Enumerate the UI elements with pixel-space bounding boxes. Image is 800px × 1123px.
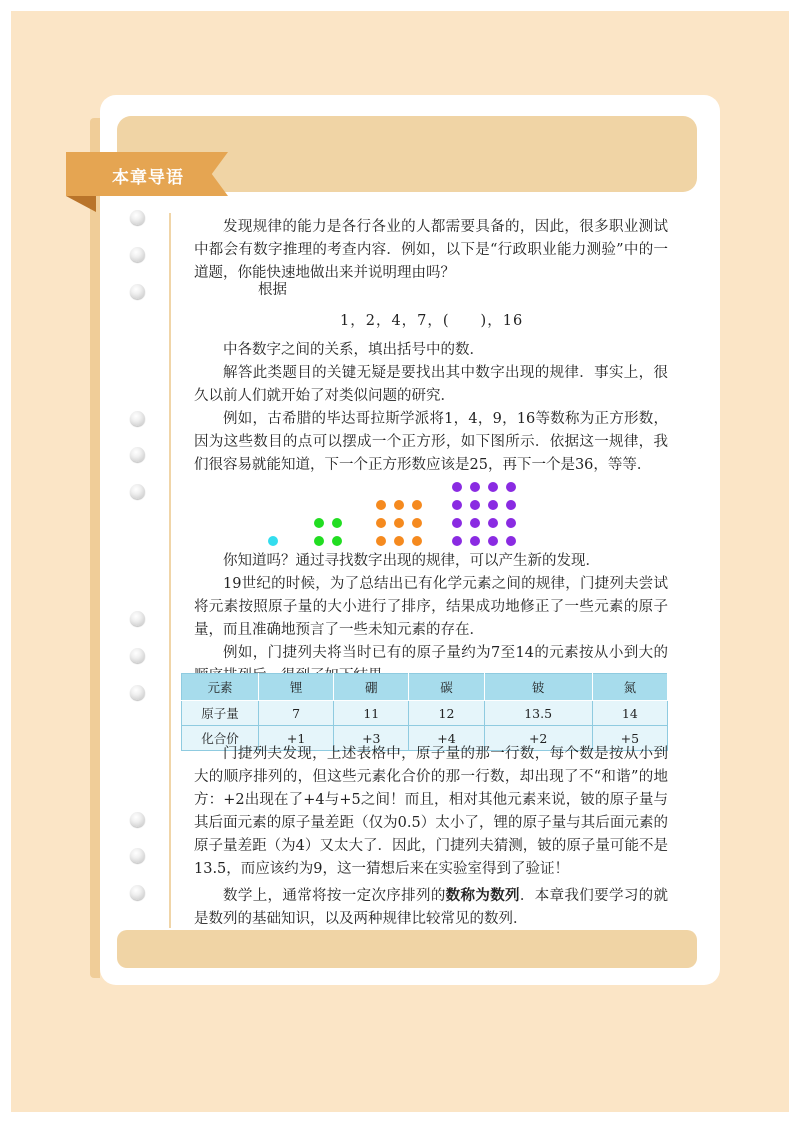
square-number-dot — [488, 518, 498, 528]
square-number-dot — [376, 536, 386, 546]
square-number-dot — [376, 500, 386, 510]
binder-ring-icon — [130, 411, 145, 426]
square-number-dot — [506, 518, 516, 528]
table-row — [182, 701, 668, 726]
binder-ring-icon — [130, 284, 145, 299]
table-cell: +1 — [259, 726, 334, 751]
square-number-figure — [194, 478, 668, 550]
binder-ring-icon — [130, 210, 145, 225]
square-number-dot — [412, 536, 422, 546]
square-number-dot — [268, 536, 278, 546]
square-number-dot — [394, 536, 404, 546]
table-cell: +4 — [409, 726, 484, 751]
table-cell: 11 — [334, 701, 409, 726]
intro-label: 根据 — [258, 282, 287, 298]
square-number-dot — [394, 518, 404, 528]
table-header-cell: 锂 — [259, 674, 334, 701]
summary-tail: ．本章我们要学习的就是数列的基础知识，以及两种规律比较常见的数列． — [194, 888, 669, 927]
table-cell: 14 — [592, 701, 667, 726]
square-number-dot — [470, 536, 480, 546]
binder-ring-icon — [130, 447, 145, 462]
square-number-dot — [470, 482, 480, 492]
instruction-paragraph: 中各数字之间的关系，填出括号中的数． — [223, 342, 484, 358]
table-cell: 12 — [409, 701, 484, 726]
key-paragraph: 解答此类题目的关键无疑是要找出其中数字出现的规律．事实上，很久以前人们就开始了对类似问题的研究． — [194, 365, 668, 404]
table-header-cell: 碳 — [409, 674, 484, 701]
square-number-dot — [470, 518, 480, 528]
card-shadow-strip — [90, 118, 100, 978]
bottom-band — [117, 930, 697, 968]
binder-ring-icon — [130, 484, 145, 499]
table-cell: 原子量 — [182, 701, 259, 726]
table-cell: 7 — [259, 701, 334, 726]
square-number-dot — [332, 536, 342, 546]
square-number-dot — [452, 536, 462, 546]
square-number-dot — [332, 518, 342, 528]
table-cell: +3 — [334, 726, 409, 751]
square-number-dot — [506, 482, 516, 492]
summary-lead: 数学上，通常将按一定次序排列的 — [223, 888, 446, 904]
section-title: 本章导语 — [112, 168, 184, 188]
square-number-dot — [452, 482, 462, 492]
square-number-dot — [452, 518, 462, 528]
pythagoras-paragraph: 例如，古希腊的毕达哥拉斯学派将1，4，9，16等数称为正方形数，因为这些数目的点可以摆成一个正方形，如下图所示．依据这一规律，我们很容易就能知道，下一个正方形数应该是25，再下一个是36，等等． — [194, 411, 668, 473]
binder-ring-icon — [130, 611, 145, 626]
square-number-dot — [506, 536, 516, 546]
number-sequence: 1，2，4，7，( )，16 — [340, 313, 524, 329]
table-cell: 化合价 — [182, 726, 259, 751]
table-header-cell: 氮 — [592, 674, 667, 701]
square-number-dot — [488, 536, 498, 546]
binder-ring-icon — [130, 848, 145, 863]
binder-ring-icon — [130, 885, 145, 900]
intro-paragraph: 发现规律的能力是各行各业的人都需要具备的，因此，很多职业测试中都会有数字推理的考查内容．例如，以下是“行政职业能力测验”中的一道题，你能快速地做出来并说明理由吗？ — [194, 219, 668, 281]
binder-ring-icon — [130, 648, 145, 663]
square-number-dot — [314, 518, 324, 528]
square-number-dot — [488, 500, 498, 510]
margin-line — [169, 213, 171, 928]
example-paragraph: 例如，门捷列夫将当时已有的原子量约为7至14的元素按从小到大的 — [223, 645, 668, 661]
table-header-cell: 硼 — [334, 674, 409, 701]
summary-paragraph — [194, 884, 668, 931]
binder-ring-icon — [130, 247, 145, 262]
square-number-dot — [412, 518, 422, 528]
table-header-row — [182, 674, 668, 701]
square-number-dot — [452, 500, 462, 510]
analysis-paragraph: 门捷列夫发现，上述表格中，原子量的那一行数，每个数是按从小到大的顺序排列的，但这些元素化合价的那一行数，却出现了不“和谐”的地方：+2出现在了+4与+5之间！而且，相对其他元素来说，铍的原子量与其后面元素的原子量差距（仅为0.5）太小了，锂的原子量与其后面元素的原子量差距（为4）又太大了．因此，门捷列夫猜测，铍的原子量可能不是13.5，而应该约为9，这一猜想后来在实验室得到了验证！ — [194, 746, 668, 877]
square-number-dot — [488, 482, 498, 492]
square-number-dot — [376, 518, 386, 528]
table-cell: +5 — [592, 726, 667, 751]
binder-ring-icon — [130, 685, 145, 700]
discovery-paragraph: 你知道吗？通过寻找数字出现的规律，可以产生新的发现． — [223, 553, 600, 569]
mendeleev-paragraph: 19世纪的时候，为了总结出已有化学元素之间的规律，门捷列夫尝试将元素按照原子量的大小进行了排序，结果成功地修正了一些元素的原子量，而且准确地预言了一些未知元素的存在． — [194, 576, 668, 638]
element-table — [181, 673, 668, 751]
table-header-cell: 元素 — [182, 674, 259, 701]
table-cell: 13.5 — [484, 701, 592, 726]
term-sequence: 数称为数列 — [445, 887, 520, 904]
table-cell: +2 — [484, 726, 592, 751]
square-number-dot — [412, 500, 422, 510]
square-number-dot — [394, 500, 404, 510]
table-header-cell: 铍 — [484, 674, 592, 701]
square-number-dot — [314, 536, 324, 546]
square-number-dot — [470, 500, 480, 510]
binder-ring-icon — [130, 812, 145, 827]
square-number-dot — [506, 500, 516, 510]
